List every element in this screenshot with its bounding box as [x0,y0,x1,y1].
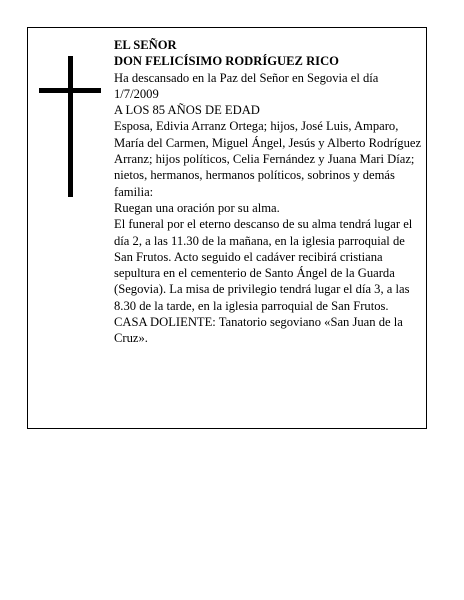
family-list: Esposa, Edivia Arranz Ortega; hijos, José Luis, Amparo, María del Carmen, Miguel Ángel, Jesús y Alberto Rodríguez Arranz; hijos políticos, Celia Fernández y Juana Mari Díaz; nietos, hermanos, hermanos políticos, sobrinos y demás familia: [114,119,422,199]
mourning-house: CASA DOLIENTE: Tanatorio segoviano «San Juan de la Cruz». [114,315,403,346]
death-statement: Ha descansado en la Paz del Señor en Segovia el día 1/7/2009 [114,70,379,101]
prayer-request: Ruegan una oración por su alma. [114,200,280,215]
obituary-notice [27,27,427,429]
notice-title: EL SEÑOR [114,38,177,52]
notice-text [114,37,424,347]
age-statement: A LOS 85 AÑOS DE EDAD [114,103,260,118]
cross-vertical-bar [68,56,73,197]
cross-horizontal-bar [39,88,101,93]
funeral-details: El funeral por el eterno descanso de su alma tendrá lugar el día 2, a las 11.30 de la mañana, en la iglesia parroquial de San Frutos. Acto seguido el cadáver recibirá cristiana sepultura en el cementerio de Santo Ángel de la Guarda (Segovia). La misa de privilegio tendrá lugar el día 3, a las 8.30 de la tarde, en la iglesia parroquial de San Frutos. [114,217,413,313]
deceased-name: DON FELICÍSIMO RODRÍGUEZ RICO [114,54,339,69]
